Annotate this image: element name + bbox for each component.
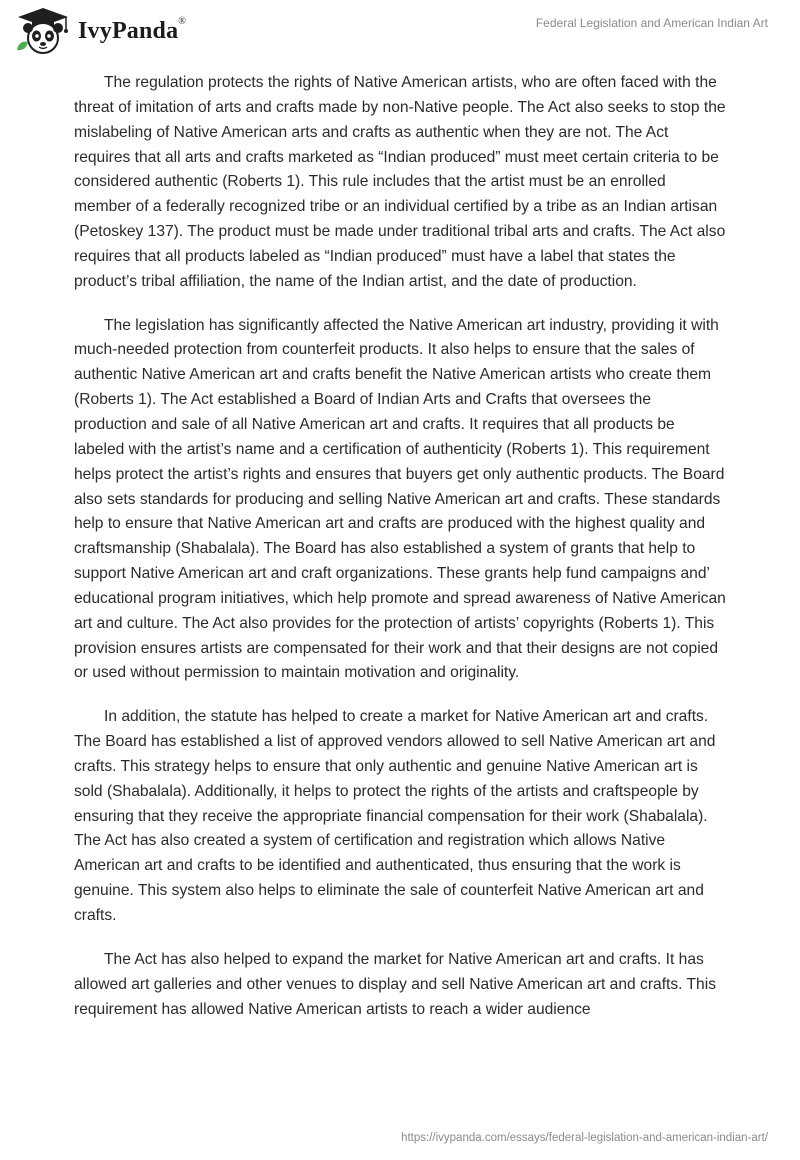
page-header [0, 0, 800, 64]
document-title: Federal Legislation and American Indian Art [535, 16, 768, 30]
source-url[interactable]: https://ivypanda.com/essays/federal-legislation-and-american-indian-art/ [401, 1132, 768, 1144]
essay-body [74, 71, 726, 1041]
paragraph-2: The legislation has significantly affected the Native American art industry, providing it with much-needed protection from counterfeit products. It also helps to ensure that the sales of authentic Native American art and crafts benefit the Native American artists who create them (Roberts 1). The Act established a Board of Indian Arts and Crafts that oversees the production and sale of all Native American art and crafts. It requires that all products be labeled with the artist’s name and a certification of authenticity (Roberts 1). This requirement helps protect the artist’s rights and ensures that buyers get only authentic products. The Board also sets standards for producing and selling Native American art and crafts. These standards help to ensure that Native American art and crafts are produced with the highest quality and craftsmanship (Shabalala). The Board has also established a system of grants that help to support Native American art and craft organizations. These grants help fund campaigns and’ educational program initiatives, which help promote and spread awareness of Native American art and culture. The Act also provides for the protection of artists’ copyrights (Roberts 1). This provision ensures artists are compensated for their work and that their designs are not copied or used without permission to maintain motivation and originality. [74, 316, 726, 682]
registered-mark: ® [178, 15, 187, 27]
paragraph-1: The regulation protects the rights of Native American artists, who are often faced with the threat of imitation of arts and crafts made by non-Native people. The Act also seeks to stop the mislabeling of Native American arts and crafts as authentic when they are not. The Act requires that all arts and crafts marketed as “Indian produced” must meet certain criteria to be considered authentic (Roberts 1). This rule includes that the artist must be an enrolled member of a federally recognized tribe or an individual certified by a tribe as an Indian artisan (Petoskey 137). The product must be made under traditional tribal arts and crafts. The Act also requires that all products labeled as “Indian produced” must have a label that states the product’s tribal affiliation, the name of the Indian artist, and the date of production. [74, 74, 726, 290]
brand-logo[interactable] [14, 6, 186, 56]
panda-graduate-icon [14, 6, 72, 56]
brand-name: IvyPanda® [78, 15, 187, 44]
paragraph-4: The Act has also helped to expand the market for Native American art and crafts. It has allowed art galleries and other venues to display and sell Native American art and crafts. This requirement has allowed Native American artists to reach a wider audience [74, 950, 716, 1018]
paragraph-3: In addition, the statute has helped to create a market for Native American art and crafts. The Board has established a list of approved vendors allowed to sell Native American art and crafts. This strategy helps to ensure that only authentic and genuine Native American art is sold (Shabalala). Additionally, it helps to protect the rights of the artists and craftspeople by ensuring that they receive the appropriate financial compensation for their work (Shabalala). The Act has also created a system of certification and registration which allows Native American art and crafts to be identified and authenticated, thus ensuring that the work is genuine. This system also helps to eliminate the sale of counterfeit Native American art and crafts. [74, 708, 716, 924]
